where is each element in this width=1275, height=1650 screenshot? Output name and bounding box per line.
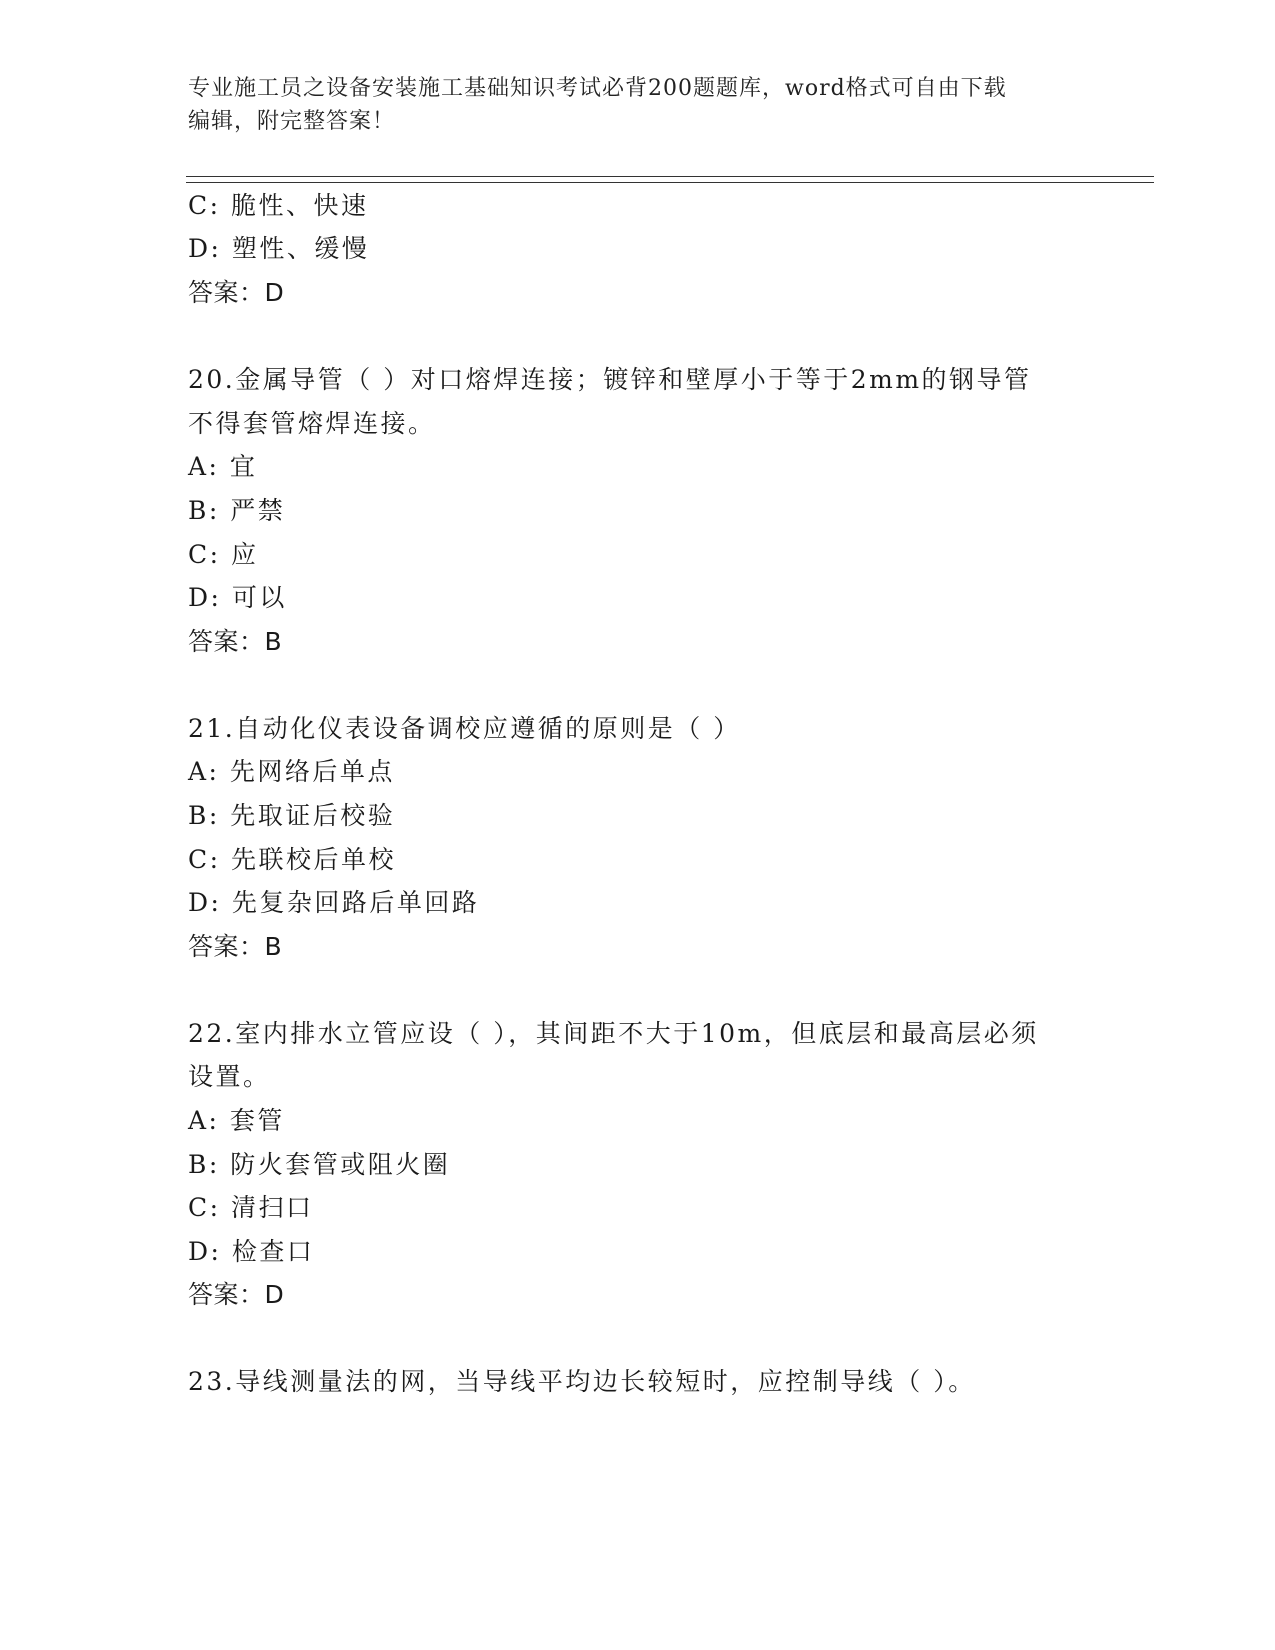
q22-answer: 答案：D xyxy=(188,1280,285,1309)
header-line-1: 专业施工员之设备安装施工基础知识考试必背200题题库，word格式可自由下载 xyxy=(188,76,1007,101)
q22-option-a: A: 套管 xyxy=(188,1106,285,1135)
document-header xyxy=(188,72,1088,138)
q21-answer: 答案：B xyxy=(188,932,283,961)
q20-option-c: C: 应 xyxy=(188,540,259,569)
q21-option-c: C: 先联校后单校 xyxy=(188,845,396,874)
q22-option-d: D: 检查口 xyxy=(188,1237,315,1266)
q19-option-d: D: 塑性、缓慢 xyxy=(188,234,370,263)
q20-option-b: B: 严禁 xyxy=(188,496,286,525)
q23-stem-line-1: 23.导线测量法的网，当导线平均边长较短时，应控制导线（ ）。 xyxy=(188,1367,976,1396)
q21-option-a: A: 先网络后单点 xyxy=(188,757,395,786)
q21-option-d: D: 先复杂回路后单回路 xyxy=(188,888,480,917)
header-double-rule xyxy=(186,176,1154,183)
q19-answer: 答案：D xyxy=(188,278,285,307)
q20-stem-line-2: 不得套管熔焊连接。 xyxy=(188,409,436,438)
q22-option-c: C: 清扫口 xyxy=(188,1193,314,1222)
q20-option-d: D: 可以 xyxy=(188,583,287,612)
header-line-2: 编辑，附完整答案！ xyxy=(188,109,396,134)
q22-option-b: B: 防火套管或阻火圈 xyxy=(188,1150,451,1179)
q22-stem-line-1: 22.室内排水立管应设（ ），其间距不大于10m，但底层和最高层必须 xyxy=(188,1019,1039,1048)
q20-stem-line-1: 20.金属导管（ ）对口熔焊连接；镀锌和壁厚小于等于2mm的钢导管 xyxy=(188,365,1032,394)
q20-answer: 答案：B xyxy=(188,627,283,656)
q22-stem-line-2: 设置。 xyxy=(188,1062,271,1091)
q20-option-a: A: 宜 xyxy=(188,452,258,481)
q21-option-b: B: 先取证后校验 xyxy=(188,801,396,830)
q19-option-c: C: 脆性、快速 xyxy=(188,191,369,220)
q21-stem-line-1: 21.自动化仪表设备调校应遵循的原则是（ ） xyxy=(188,714,741,743)
